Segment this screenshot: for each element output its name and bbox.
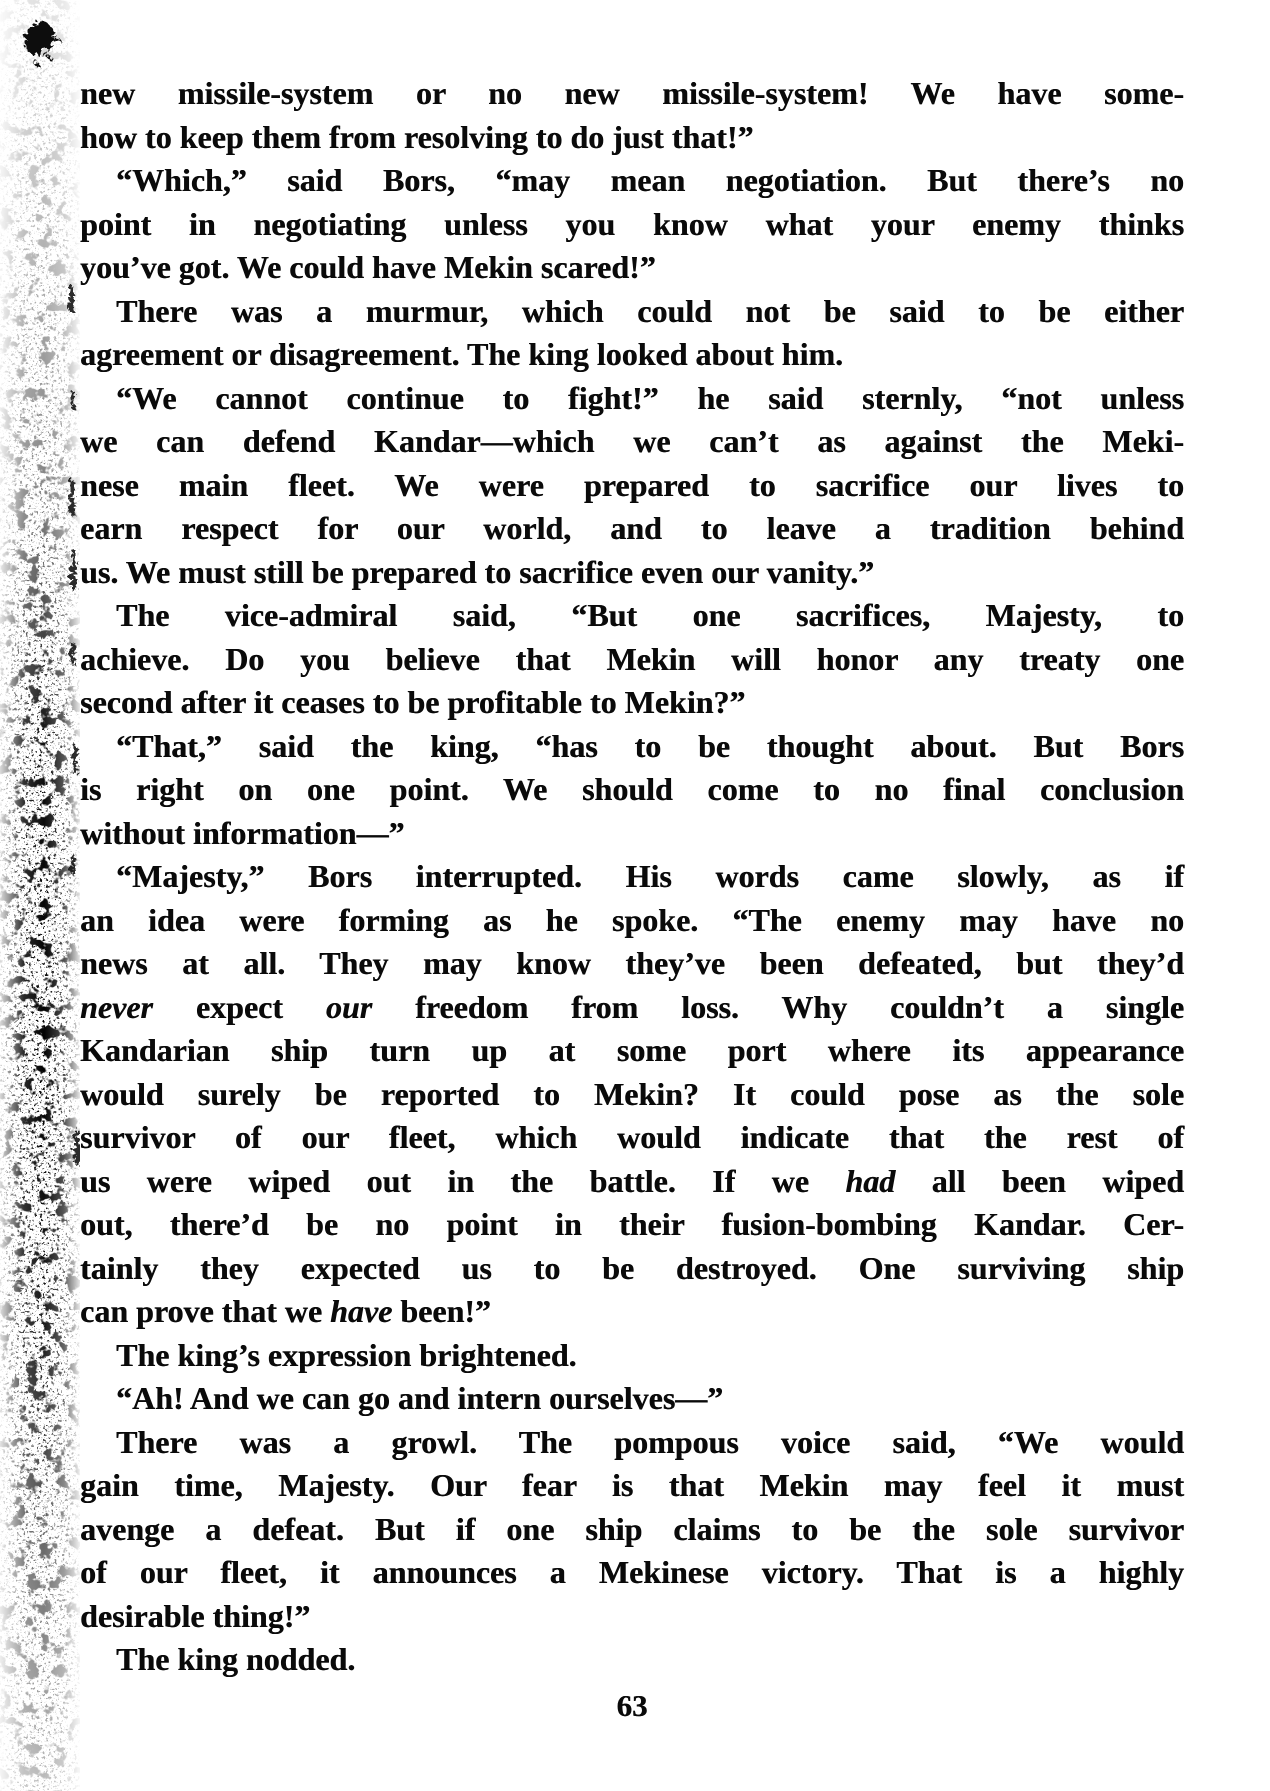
text-line xyxy=(80,420,1184,464)
text-segment: desirable thing!” xyxy=(80,1597,311,1634)
text-segment: earn respect for our world, and to leave a tradition behind xyxy=(80,510,1184,546)
text-line xyxy=(80,1638,1184,1682)
text-line xyxy=(80,246,1184,290)
text-segment: freedom from loss. Why couldn’t a single xyxy=(372,988,1185,1025)
text-segment: survivor of our fleet, which would indicate that the rest of xyxy=(80,1119,1184,1155)
text-segment: There was a murmur, which could not be said to be either xyxy=(116,292,1184,329)
page-text xyxy=(80,72,1184,1682)
text-line xyxy=(80,203,1184,247)
scan-noise-edge xyxy=(0,0,80,1791)
text-segment: been!” xyxy=(392,1293,491,1329)
text-segment: an idea were forming as he spoke. “The enemy may have no xyxy=(80,901,1184,938)
paragraph xyxy=(80,1377,1184,1421)
text-line xyxy=(80,986,1184,1030)
text-line xyxy=(80,72,1184,116)
text-line xyxy=(80,1464,1184,1508)
text-line xyxy=(80,768,1184,812)
gutter-dash-marks xyxy=(66,283,78,1162)
text-line xyxy=(80,1073,1184,1117)
page-number: 63 xyxy=(616,1688,648,1723)
text-line xyxy=(80,551,1184,595)
text-line xyxy=(80,1247,1184,1291)
text-line xyxy=(80,855,1184,899)
text-line xyxy=(80,1551,1184,1595)
text-line xyxy=(80,681,1184,725)
text-line xyxy=(80,116,1184,160)
text-segment: how to keep them from resolving to do just that!” xyxy=(80,118,754,155)
paragraph xyxy=(80,1421,1184,1639)
text-line xyxy=(80,1421,1184,1465)
text-line xyxy=(80,638,1184,682)
text-line xyxy=(80,333,1184,377)
text-segment: second after it ceases to be profitable to Mekin?” xyxy=(80,684,746,720)
paragraph xyxy=(80,1638,1184,1682)
text-line xyxy=(80,377,1184,421)
text-segment: we can defend Kandar—which we can’t as against the Meki- xyxy=(80,423,1184,459)
text-line xyxy=(80,1116,1184,1160)
paragraph xyxy=(80,159,1184,290)
text-line xyxy=(80,507,1184,551)
text-segment: “That,” said the king, “has to be thought about. But Bors xyxy=(116,727,1184,764)
text-segment: nese main fleet. We were prepared to sacrifice our lives to xyxy=(80,466,1184,503)
paragraph xyxy=(80,290,1184,377)
italic-text: had xyxy=(845,1162,896,1199)
italic-text: our xyxy=(325,988,373,1025)
text-segment: “Which,” said Bors, “may mean negotiation. But there’s no xyxy=(116,162,1184,198)
text-line xyxy=(80,812,1184,856)
text-segment: can prove that we xyxy=(80,1293,331,1329)
text-segment: “We cannot continue to fight!” he said sternly, “not unless xyxy=(116,379,1184,416)
text-segment: is right on one point. We should come to no final conclusion xyxy=(80,771,1184,807)
text-segment: of our fleet, it announces a Mekinese victory. That is a highly xyxy=(80,1554,1184,1590)
text-line xyxy=(80,1508,1184,1552)
text-segment: tainly they expected us to be destroyed. One surviving ship xyxy=(80,1249,1184,1286)
text-segment: news at all. They may know they’ve been defeated, but they’d xyxy=(80,945,1184,981)
text-segment: There was a growl. The pompous voice said, “We would xyxy=(116,1423,1184,1460)
text-line xyxy=(80,1029,1184,1073)
text-segment: would surely be reported to Mekin? It could pose as the sole xyxy=(80,1075,1184,1112)
text-line xyxy=(80,1160,1184,1204)
text-segment: us were wiped out in the battle. If we xyxy=(80,1162,846,1199)
text-segment: us. We must still be prepared to sacrifice even our vanity.” xyxy=(80,553,875,590)
text-segment: expect xyxy=(152,988,326,1025)
text-line xyxy=(80,899,1184,943)
paragraph xyxy=(80,855,1184,1334)
text-segment: The king nodded. xyxy=(116,1641,356,1677)
text-segment: “Ah! And we can go and intern ourselves—” xyxy=(116,1380,724,1416)
text-segment: out, there’d be no point in their fusion-bombing Kandar. Cer- xyxy=(80,1206,1184,1242)
paragraph xyxy=(80,377,1184,595)
text-line xyxy=(80,1334,1184,1378)
text-segment: The vice-admiral said, “But one sacrifices, Majesty, to xyxy=(116,597,1184,633)
paragraph xyxy=(80,72,1184,159)
text-segment: without information—” xyxy=(80,814,405,851)
italic-text: never xyxy=(80,988,153,1025)
text-line xyxy=(80,725,1184,769)
text-segment: “Majesty,” Bors interrupted. His words came slowly, as if xyxy=(116,858,1184,894)
paragraph xyxy=(80,1334,1184,1378)
text-line xyxy=(80,159,1184,203)
text-segment: new missile-system or no new missile-system! We have some- xyxy=(80,75,1184,111)
italic-text: have xyxy=(330,1293,393,1329)
text-segment: point in negotiating unless you know what your enemy thinks xyxy=(80,205,1184,242)
text-line xyxy=(80,594,1184,638)
paragraph xyxy=(80,594,1184,725)
text-line xyxy=(80,1595,1184,1639)
text-segment: gain time, Majesty. Our fear is that Mekin may feel it must xyxy=(80,1467,1184,1503)
text-line xyxy=(80,1377,1184,1421)
ink-blotch xyxy=(22,19,58,64)
text-line xyxy=(80,1290,1184,1334)
text-line xyxy=(80,942,1184,986)
text-segment: all been wiped xyxy=(895,1162,1185,1199)
text-segment: agreement or disagreement. The king looked about him. xyxy=(80,336,843,372)
text-line xyxy=(80,1203,1184,1247)
text-segment: achieve. Do you believe that Mekin will honor any treaty one xyxy=(80,640,1184,677)
text-segment: The king’s expression brightened. xyxy=(116,1336,577,1373)
text-segment: avenge a defeat. But if one ship claims to be the sole survivor xyxy=(80,1510,1184,1547)
paragraph xyxy=(80,725,1184,856)
text-segment: Kandarian ship turn up at some port where its appearance xyxy=(80,1032,1184,1068)
text-line xyxy=(80,464,1184,508)
text-segment: you’ve got. We could have Mekin scared!” xyxy=(80,249,656,285)
text-line xyxy=(80,290,1184,334)
